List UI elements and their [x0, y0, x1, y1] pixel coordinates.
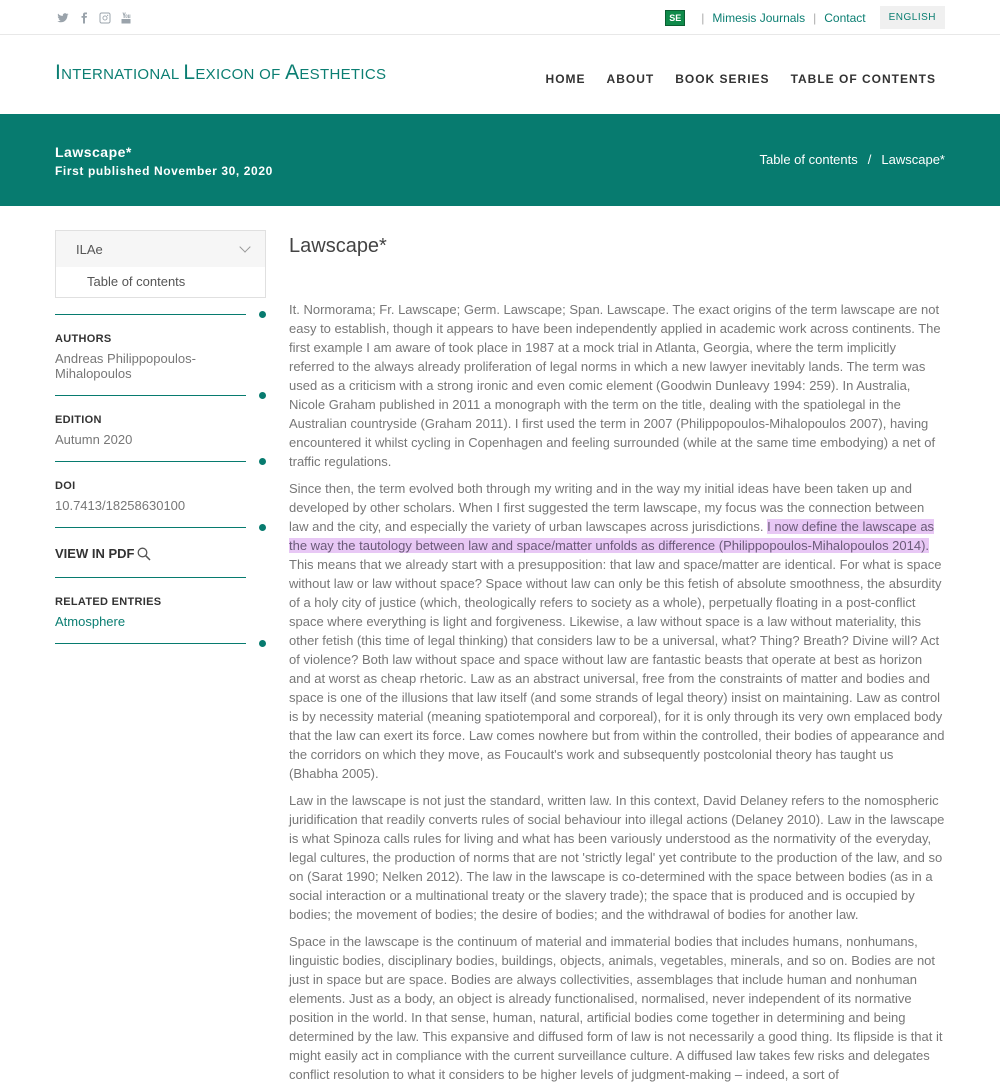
edition-section	[55, 396, 266, 461]
divider-dot	[259, 640, 266, 647]
nav-book-series[interactable]: BOOK SERIES	[675, 72, 770, 86]
search-icon	[137, 547, 151, 561]
view-in-pdf-label: VIEW IN PDF	[55, 546, 135, 561]
nav-home[interactable]: HOME	[545, 72, 586, 86]
se-logo[interactable]: SE	[665, 10, 685, 26]
article-paragraph: It. Normorama; Fr. Lawscape; Germ. Lawscape; Span. Lawscape. The exact origins of the term lawscape are not easy to establish, though it appears to have been independently applied in academic work across continents. The first example I am aware of took place in 1987 at a mock trial in Atlanta, Georgia, where the term implicitly referred to the always already proliferation of legal norms in which a new lawyer inevitably lands. The term was used as a criticism with a strong ironic and even comic element (Goodwin Dunleavy 1994: 259). In Australia, Nicole Graham published in 2011 a monograph with the term on the title, dealing with the spatiolegal in the Australian countryside (Graham 2011). I first used the term in 2007 (Philippopoulos-Mihalopoulos 2007), having encountered it whilst cycling in Copenhagen and feeling surrounded (while at the same time embodying) a net of traffic regulations.	[289, 302, 941, 469]
divider-dot	[259, 458, 266, 465]
accordion-header[interactable]	[56, 231, 265, 267]
sidebar	[55, 230, 266, 644]
doi-value: 10.7413/18258630100	[55, 498, 186, 513]
sidebar-accordion	[55, 230, 266, 298]
site-header	[0, 35, 1000, 114]
banner-subtitle: First published November 30, 2020	[55, 164, 273, 178]
facebook-icon[interactable]	[78, 11, 90, 23]
accordion-title: ILAe	[76, 241, 103, 257]
paragraph-text: Since then, the term evolved both through my writing and in the way my initial ideas have been taken up and developed by other scholars. When I first suggested the term lawscape, my focus was the connection between law and the city, and especially the variety of urban lawscapes across jurisdictions.	[289, 481, 925, 534]
youtube-icon[interactable]	[120, 11, 132, 23]
authors-value: Andreas Philippopoulos-Mihalopoulos	[55, 351, 196, 381]
nav-table-of-contents[interactable]: TABLE OF CONTENTS	[790, 72, 936, 86]
chevron-down-icon	[239, 241, 250, 252]
related-entries-section	[55, 578, 266, 643]
highlighted-text[interactable]: I now define the lawscape as the way the tautology between law and space/matter unfolds as difference (Philippopoulos-Mihalopoulos 2014).	[289, 519, 935, 553]
edition-label: EDITION	[55, 414, 102, 426]
breadcrumb-separator: /	[867, 152, 872, 167]
breadcrumb-table-of-contents[interactable]: Table of contents	[759, 152, 858, 167]
sidebar-divider	[55, 643, 246, 644]
main-nav	[546, 72, 936, 86]
breadcrumb	[759, 152, 945, 167]
twitter-icon[interactable]	[57, 11, 69, 23]
article	[289, 235, 945, 1092]
doi-section	[55, 462, 266, 527]
sidebar-divider	[55, 314, 246, 315]
paragraph-text: This means that we already start with a presupposition: that law and space/matter are identical. For what is space without law or law without space? Space without law can only be this fetish of absolute smoothness, the absurdity of a holy city of justice (which, theologically refers to society as a whole), perpetually floating in a post-conflict space where everything is light and forgiveness. Likewise, a law without space is a law without materiality, this other fetish (this time of legal thinking) that considers law to be a universal, what? Thing? Breath? Divine will? Act of violence? Both law without space and space without law are fantastic beasts that operate at best as horizon and at worst as cheap rhetoric. Law as an abstract universal, free from the constraints of matter and bodies and space is one of the illusions that law itself (and some strands of legal theory) insist on maintaining. Law as control is by necessity material (meaning spatiotemporal and corporeal), for it is only through its very own emplaced body that the law can exert its force. Law comes nowhere but from within the controlled, their bodies of appearance and the corridors on which they move, as Foucault's work and subsequently postcolonial theory has taught us (Bhabha 2005).	[289, 557, 945, 781]
authors-label: AUTHORS	[55, 333, 112, 345]
article-paragraph: Space in the lawscape is the continuum of material and immaterial bodies that includes humans, nonhumans, linguistic bodies, disciplinary bodies, buildings, objects, animals, vegetables, minerals, and so on. Bodies are not just in space but are space. Bodies are always collectivities, assemblages that include human and nonhuman elements. Just as a body, an object is already functionalised, normalised, never independent of its normative position in the world. In that sense, human, natural, artificial bodies come together in determining and being determined by the law. This expansive and diffused form of law is not necessarily a good thing. Its flipside is that it might easily act in compliance with the current surveillance culture. A diffused law takes few risks and delegates conflict resolution to what it considers to be higher levels of judgment-making – indeed, a sort of	[289, 934, 943, 1082]
banner-title: Lawscape*	[55, 144, 132, 160]
authors-section	[55, 315, 266, 395]
breadcrumb-current: Lawscape*	[881, 152, 945, 167]
separator: |	[813, 10, 817, 25]
page-banner	[0, 114, 1000, 206]
sidebar-divider	[55, 577, 246, 578]
divider-dot	[259, 311, 266, 318]
mimesis-journals-link[interactable]: Mimesis Journals	[712, 10, 806, 25]
doi-label: DOI	[55, 480, 76, 492]
site-logo[interactable]: INTERNATIONAL LEXICON OF AESTHETICS	[55, 61, 387, 84]
article-paragraph: Law in the lawscape is not just the standard, written law. In this context, David Delaney refers to the nomospheric juridification that readily converts rules of social behaviour into illegal actions (Delaney 2010). Law in the lawscape is what Spinoza calls rules for living and what has been variously understood as the normativity of the everyday, legal cultures, the production of norms that are not 'strictly legal' yet contribute to the production of the law, and so on (Sarat 1990; Nelken 2012). The law in the lawscape is co-determined with the space between bodies (as in a social interaction or a multinational treaty or the slavery trade); the space that is produced and is occupied by bodies; the movement of bodies; the desire of bodies; and the withdrawal of bodies for another law.	[289, 793, 945, 922]
edition-value: Autumn 2020	[55, 432, 133, 447]
top-links	[665, 6, 945, 29]
contact-link[interactable]: Contact	[824, 10, 866, 25]
instagram-icon[interactable]	[99, 11, 111, 23]
sidebar-divider	[55, 461, 246, 462]
language-switcher[interactable]: ENGLISH	[880, 6, 945, 29]
divider-dot	[259, 392, 266, 399]
related-entries-label: RELATED ENTRIES	[55, 596, 162, 608]
sidebar-divider	[55, 395, 246, 396]
article-title: Lawscape*	[289, 235, 387, 257]
related-entry-link[interactable]: Atmosphere	[55, 614, 126, 629]
divider-dot	[259, 524, 266, 531]
article-paragraph	[289, 479, 945, 783]
accordion-item-table-of-contents[interactable]: Table of contents	[87, 274, 186, 289]
social-links	[57, 11, 132, 23]
sidebar-divider	[55, 527, 246, 528]
top-bar	[0, 0, 1000, 35]
view-in-pdf-link[interactable]	[55, 528, 266, 577]
separator: |	[701, 10, 705, 25]
nav-about[interactable]: ABOUT	[606, 72, 655, 86]
